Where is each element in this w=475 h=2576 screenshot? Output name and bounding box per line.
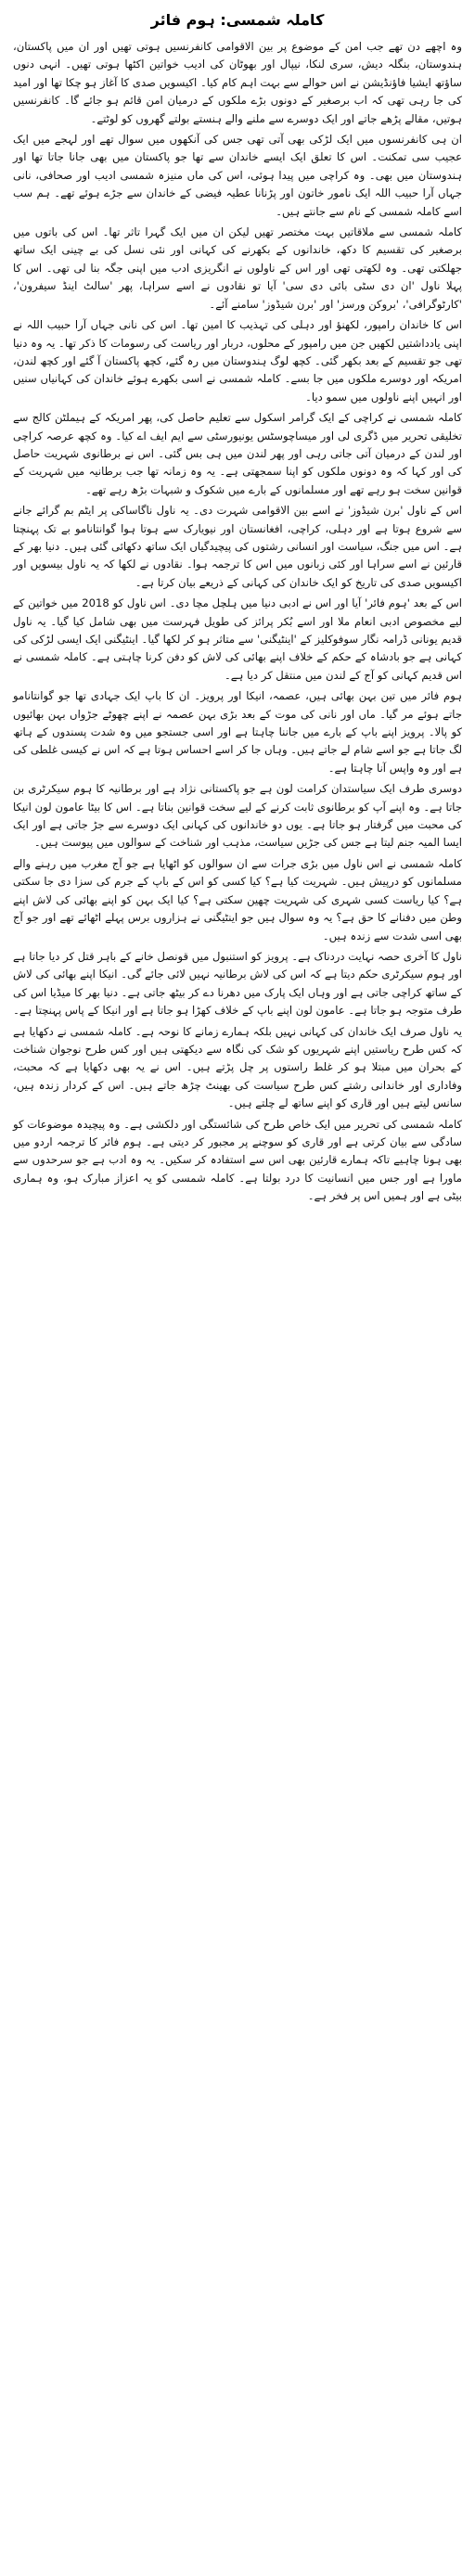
article-paragraph: کاملہ شمسی سے ملاقاتیں بہت مختصر تھیں لیکن ان میں ایک گہرا تاثر تھا۔ اس کی باتوں میں برصغیر کی تقسیم کا دکھ، خاندانوں کے بکھرنے کی کہانی اور نئی نسل کی بے چینی ایک ساتھ جھلکتی تھی۔ وہ لکھتی تھی اور اس کے ناولوں نے انگریزی ادب میں اپنی جگہ بنا لی تھی۔ اس کا پہلا ناول 'ان دی سٹی بائی دی سی' آیا تو نقادوں نے اسے سراہا، پھر 'سالٹ اینڈ سیفرون'، 'کارٹوگرافی'، 'بروکن ورسز' اور 'برن شیڈوز' سامنے آئے۔ [13,225,462,311]
article-paragraph: کاملہ شمسی نے کراچی کے ایک گرامر اسکول سے تعلیم حاصل کی، پھر امریکہ کے ہیملٹن کالج سے تخلیقی تحریر میں ڈگری لی اور میساچوسٹس یونیورسٹی سے ایم ایف اے کیا۔ وہ کچھ عرصہ کراچی اور لندن کے درمیان آتی جاتی رہی اور پھر لندن میں ہی بس گئی۔ اس نے برطانوی شہریت حاصل کی اور کہا کہ وہ دونوں ملکوں کو اپنا سمجھتی ہے۔ یہ وہ زمانہ تھا جب برطانیہ میں شہریت کے قوانین سخت ہو رہے تھے اور مسلمانوں کے بارے میں شکوک و شبہات بڑھ رہے تھے۔ [13,411,462,496]
article-paragraph: ناول کا آخری حصہ نہایت دردناک ہے۔ پرویز کو استنبول میں قونصل خانے کے باہر قتل کر دیا جاتا ہے اور ہوم سیکرٹری حکم دیتا ہے کہ اس کی لاش برطانیہ نہیں لائی جائے گی۔ انیکا اپنے بھائی کی لاش کے ساتھ کراچی جاتی ہے اور وہاں ایک پارک میں دھرنا دے کر بیٹھ جاتی ہے۔ دنیا بھر کا میڈیا اس کی طرف متوجہ ہو جاتا ہے۔ عامون لون اپنے باپ کے خلاف کھڑا ہو جاتا ہے اور انیکا کے پاس پہنچتا ہے۔ [13,949,462,1018]
article-paragraph: ہوم فائر میں تین بہن بھائی ہیں، عصمہ، انیکا اور پرویز۔ ان کا باپ ایک جہادی تھا جو گوانتانامو جاتے ہوئے مر گیا۔ ماں اور نانی کی موت کے بعد بڑی بہن عصمہ نے اپنے چھوٹے جڑواں بہن بھائیوں کو پالا۔ پرویز اپنے باپ کے بارے میں جاننا چاہتا ہے اور اسی جستجو میں وہ شدت پسندوں کے ہاتھ لگ جاتا ہے جو اسے شام لے جاتے ہیں۔ وہاں جا کر اسے احساس ہوتا ہے کہ اس نے کیسی غلطی کی ہے اور وہ واپس آنا چاہتا ہے۔ [13,689,462,775]
article-paragraph: اس کے بعد 'ہوم فائر' آیا اور اس نے ادبی دنیا میں ہلچل مچا دی۔ اس ناول کو 2018 میں خواتین کے لیے مخصوص ادبی انعام ملا اور اسے بُکر پرائز کی طویل فہرست میں بھی شامل کیا گیا۔ یہ ناول قدیم یونانی ڈرامہ نگار سوفوکلیز کے 'اینٹیگنی' سے متاثر ہو کر لکھا گیا۔ اینٹیگنی ایک ایسی لڑکی کی کہانی ہے جو بادشاہ کے حکم کے خلاف اپنے بھائی کی لاش کو دفن کرنا چاہتی ہے۔ کاملہ شمسی نے اس قدیم کہانی کو آج کے لندن میں منتقل کر دیا ہے۔ [13,596,462,682]
article-paragraph: اس کے ناول 'برن شیڈوز' نے اسے بین الاقوامی شہرت دی۔ یہ ناول ناگاساکی پر ایٹم بم گرائے جانے سے شروع ہوتا ہے اور دہلی، کراچی، افغانستان اور نیویارک سے ہوتا ہوا گوانتانامو بے تک پہنچتا ہے۔ اس میں جنگ، سیاست اور انسانی رشتوں کی پیچیدگیاں ایک ساتھ دکھائی گئی ہیں۔ دنیا بھر کے قارئین نے اسے سراہا اور کئی زبانوں میں اس کا ترجمہ ہوا۔ نقادوں نے لکھا کہ یہ ناول بیسویں اور اکیسویں صدی کی تاریخ کو ایک خاندان کی کہانی کے ذریعے بیان کرتا ہے۔ [13,504,462,589]
article-paragraph: دوسری طرف ایک سیاستدان کرامت لون ہے جو پاکستانی نژاد ہے اور برطانیہ کا ہوم سیکرٹری بن جاتا ہے۔ وہ اپنے آپ کو برطانوی ثابت کرنے کے لیے سخت قوانین بناتا ہے۔ اس کا بیٹا عامون لون انیکا کی محبت میں گرفتار ہو جاتا ہے۔ یوں دو خاندانوں کی کہانی ایک دوسرے سے جڑ جاتی ہے اور ایک ایسا المیہ جنم لیتا ہے جس کی جڑیں سیاست، مذہب اور شناخت کے سوالوں میں پیوست ہیں۔ [13,782,462,850]
article-paragraph: اس کا خاندان رامپور، لکھنؤ اور دہلی کی تہذیب کا امین تھا۔ اس کی نانی جہاں آرا حبیب اللہ نے اپنی یادداشتیں لکھیں جن میں رامپور کے محلوں، دربار اور ریاست کی رسومات کا ذکر تھا۔ یہ وہ دنیا تھی جو تقسیم کے بعد بکھر گئی۔ کچھ لوگ ہندوستان میں رہ گئے، کچھ پاکستان آ گئے اور کچھ لندن، امریکہ اور دوسرے ملکوں میں جا بسے۔ کاملہ شمسی نے اسی بکھرے ہوئے خاندان کی کہانیاں سنیں اور انہیں اپنے ناولوں میں سمو دیا۔ [13,318,462,404]
article-paragraph: کاملہ شمسی کی تحریر میں ایک خاص طرح کی شائستگی اور دلکشی ہے۔ وہ پیچیدہ موضوعات کو سادگی سے بیان کرتی ہے اور قاری کو سوچنے پر مجبور کر دیتی ہے۔ ہوم فائر کا ترجمہ اردو میں بھی ہونا چاہیے تاکہ ہمارے قارئین بھی اس سے استفادہ کر سکیں۔ یہ وہ ادب ہے جو سرحدوں سے ماورا ہے اور جس میں انسانیت کا درد بولتا ہے۔ کاملہ شمسی کو یہ اعزاز مبارک ہو، وہ ہماری بیٹی ہے اور ہمیں اس پر فخر ہے۔ [13,1117,462,1203]
article-paragraph: کاملہ شمسی نے اس ناول میں بڑی جرات سے ان سوالوں کو اٹھایا ہے جو آج مغرب میں رہنے والے مسلمانوں کو درپیش ہیں۔ شہریت کیا ہے؟ کیا کسی کو اس کے باپ کے جرم کی سزا دی جا سکتی ہے؟ کیا ریاست کسی شہری کی شہریت چھین سکتی ہے؟ کیا ایک بہن کو اپنے بھائی کی لاش اپنے وطن میں دفنانے کا حق ہے؟ یہ وہ سوال ہیں جو اینٹیگنی نے ہزاروں برس پہلے اٹھائے تھے اور جو آج بھی اسی شدت سے زندہ ہیں۔ [13,856,462,942]
article-paragraph: یہ ناول صرف ایک خاندان کی کہانی نہیں بلکہ ہمارے زمانے کا نوحہ ہے۔ کاملہ شمسی نے دکھایا ہے کہ کس طرح ریاستیں اپنے شہریوں کو شک کی نگاہ سے دیکھتی ہیں اور کس طرح نوجوان شناخت کے بحران میں مبتلا ہو کر غلط راستوں پر چل پڑتے ہیں۔ اس نے یہ بھی دکھایا ہے کہ محبت، وفاداری اور خاندانی رشتے کس طرح سیاست کی بھینٹ چڑھ جاتے ہیں۔ اس کے کردار زندہ ہیں، سانس لیتے ہیں اور قاری کو اپنے ساتھ لے چلتے ہیں۔ [13,1024,462,1110]
article-paragraph: ان ہی کانفرنسوں میں ایک لڑکی بھی آتی تھی جس کی آنکھوں میں سوال تھے اور لہجے میں ایک عجیب سی تمکنت۔ اس کا تعلق ایک ایسے خاندان سے تھا جو پاکستان میں بھی جانا جاتا تھا اور ہندوستان میں بھی۔ وہ کراچی میں پیدا ہوئی، اس کی ماں منیزہ شمسی ادیب اور صحافی، نانی جہاں آرا حبیب اللہ ایک نامور خاتون اور پڑنانا عطیہ فیضی کے خاندان سے جڑے ہوئے تھے۔ ہم سب اسے کاملہ شمسی کے نام سے جانتے ہیں۔ [13,133,462,218]
article-body [13,38,462,1206]
article-paragraph: وہ اچھے دن تھے جب امن کے موضوع پر بین الاقوامی کانفرنسیں ہوتی تھیں اور ان میں پاکستان، ہندوستان، بنگلہ دیش، سری لنکا، نیپال اور بھوٹان کی ادیب خواتین اکٹھا ہوتی تھیں۔ انہی دنوں ساؤتھ ایشیا فاؤنڈیشن نے اس حوالے سے بہت اہم کام کیا۔ اکیسویں صدی کا آغاز ہو چکا تھا اور امید کی جا رہی تھی کہ اب برصغیر کے دونوں بڑے ملکوں کے درمیان امن قائم ہو جائے گا۔ کانفرنسیں ہوتیں، مقالے پڑھے جاتے اور ایک دوسرے سے ملنے والے ہنستے بولتے گھروں کو لوٹتے۔ [13,40,462,125]
article-headline: کاملہ شمسی: ہوم فائر [150,11,325,29]
